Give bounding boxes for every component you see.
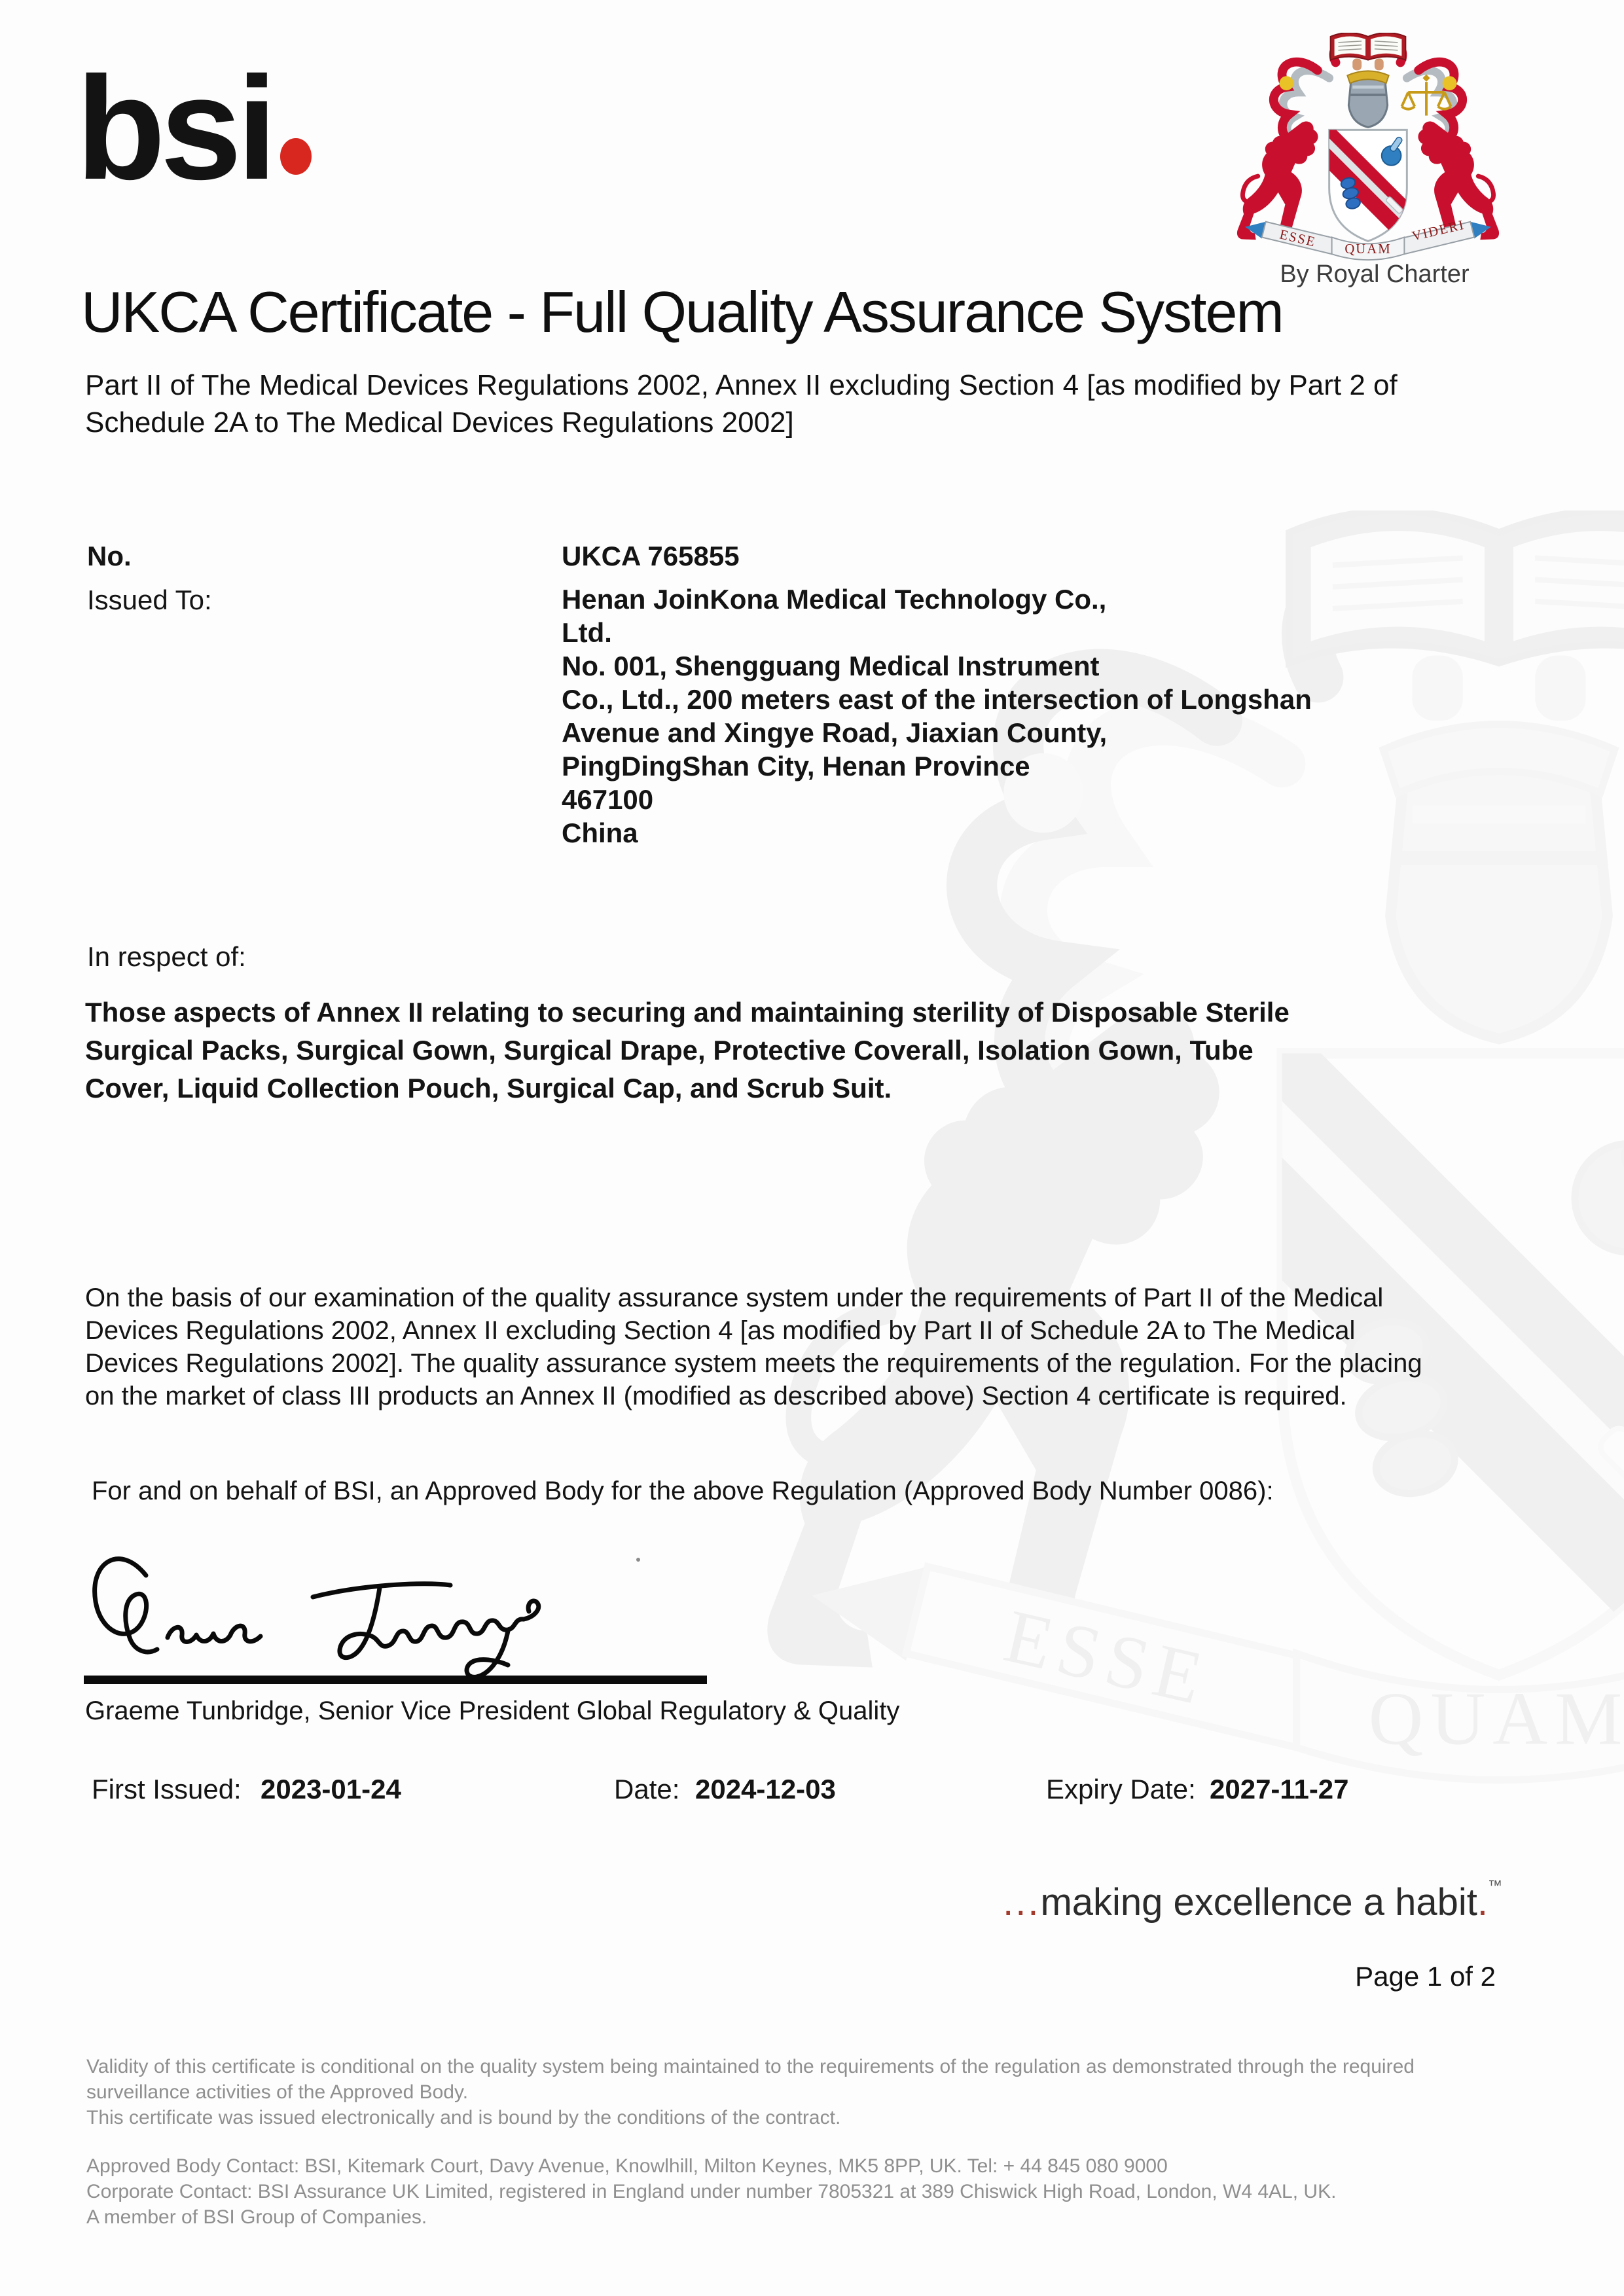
tagline-period: .	[1477, 1881, 1488, 1924]
bsi-logo-text: bsi	[76, 46, 272, 210]
issued-to-line: Henan JoinKona Medical Technology Co.,	[562, 584, 1107, 615]
behalf-text: For and on behalf of BSI, an Approved Body for the above Regulation (Approved Body Number 0086):	[92, 1477, 1274, 1505]
subtitle-line: Schedule 2A to The Medical Devices Regulations 2002]	[85, 406, 794, 439]
basis-line: Devices Regulations 2002]. The quality assurance system meets the requirements of the regulation. For the placing	[85, 1349, 1422, 1378]
signatory-name: Graeme Tunbridge, Senior Vice President Global Regulatory & Quality	[85, 1696, 900, 1725]
certificate-number-label: No.	[87, 541, 132, 571]
footer-line: A member of BSI Group of Companies.	[86, 2206, 427, 2228]
issued-to-label: Issued To:	[87, 584, 212, 615]
first-issued-value: 2023-01-24	[261, 1774, 401, 1804]
issued-to-line: No. 001, Shengguang Medical Instrument	[562, 651, 1100, 681]
issued-to-value	[562, 583, 1312, 850]
trademark-symbol: ™	[1488, 1877, 1502, 1893]
bsi-logo	[76, 46, 312, 210]
certificate-subtitle	[85, 367, 1398, 441]
signature-line	[84, 1676, 707, 1684]
signature	[84, 1546, 712, 1680]
basis-line: On the basis of our examination of the quality assurance system under the requirements of Part II of the Medical	[85, 1283, 1384, 1312]
first-issued-label: First Issued:	[92, 1774, 242, 1804]
subtitle-line: Part II of The Medical Devices Regulations 2002, Annex II excluding Section 4 [as modified by Part 2 of	[85, 369, 1398, 401]
issued-to-line: Avenue and Xingye Road, Jiaxian County,	[562, 717, 1108, 748]
bsi-logo-dot	[280, 138, 312, 175]
footer-line: Validity of this certificate is conditional on the quality system being maintained to the requirements of the regulation as demonstrated through the required	[86, 2056, 1415, 2077]
scope-text	[85, 994, 1290, 1107]
issued-to-line: Co., Ltd., 200 meters east of the intersection of Longshan	[562, 684, 1312, 715]
tagline-dots: ...	[1003, 1881, 1041, 1924]
date-value: 2024-12-03	[695, 1774, 836, 1804]
footer-validity	[86, 2054, 1415, 2130]
scope-line: Cover, Liquid Collection Pouch, Surgical Cap, and Scrub Suit.	[85, 1073, 892, 1103]
certificate-number-value: UKCA 765855	[562, 541, 740, 571]
issued-to-line: PingDingShan City, Henan Province	[562, 751, 1030, 781]
footer-contacts	[86, 2153, 1336, 2230]
page-number: Page 1 of 2	[1355, 1961, 1496, 1992]
by-royal-charter-label: By Royal Charter	[1280, 260, 1470, 288]
bsi-tagline	[1003, 1877, 1502, 1924]
issued-to-line: China	[562, 817, 638, 848]
tagline-text: making excellence a habit	[1040, 1881, 1477, 1924]
footer-line: This certificate was issued electronically and is bound by the conditions of the contract.	[86, 2107, 841, 2128]
expiry-date-value: 2027-11-27	[1210, 1774, 1349, 1804]
date-label: Date:	[614, 1774, 680, 1804]
royal-crest	[1229, 33, 1507, 266]
expiry-date-label: Expiry Date:	[1046, 1774, 1196, 1804]
issued-to-line: Ltd.	[562, 617, 612, 648]
issued-to-line: 467100	[562, 784, 654, 815]
certificate-title: UKCA Certificate - Full Quality Assurance System	[81, 279, 1283, 344]
scope-line: Those aspects of Annex II relating to securing and maintaining sterility of Disposable Sterile	[85, 997, 1290, 1028]
footer-line: surveillance activities of the Approved Body.	[86, 2081, 469, 2103]
scope-line: Surgical Packs, Surgical Gown, Surgical Drape, Protective Coverall, Isolation Gown, Tube	[85, 1035, 1254, 1066]
footer-line: Corporate Contact: BSI Assurance UK Limited, registered in England under number 7805321 at 389 Chiswick High Road, London, W4 4AL, UK.	[86, 2181, 1337, 2202]
basis-line: Devices Regulations 2002, Annex II excluding Section 4 [as modified by Part II of Schedule 2A to The Medical	[85, 1316, 1356, 1345]
basis-line: on the market of class III products an Annex II (modified as described above) Section 4 certificate is required.	[85, 1382, 1347, 1410]
in-respect-of-label: In respect of:	[87, 941, 246, 972]
basis-text	[85, 1282, 1422, 1412]
footer-line: Approved Body Contact: BSI, Kitemark Court, Davy Avenue, Knowlhill, Milton Keynes, MK5 8PP, UK. Tel: + 44 845 080 9000	[86, 2155, 1168, 2177]
